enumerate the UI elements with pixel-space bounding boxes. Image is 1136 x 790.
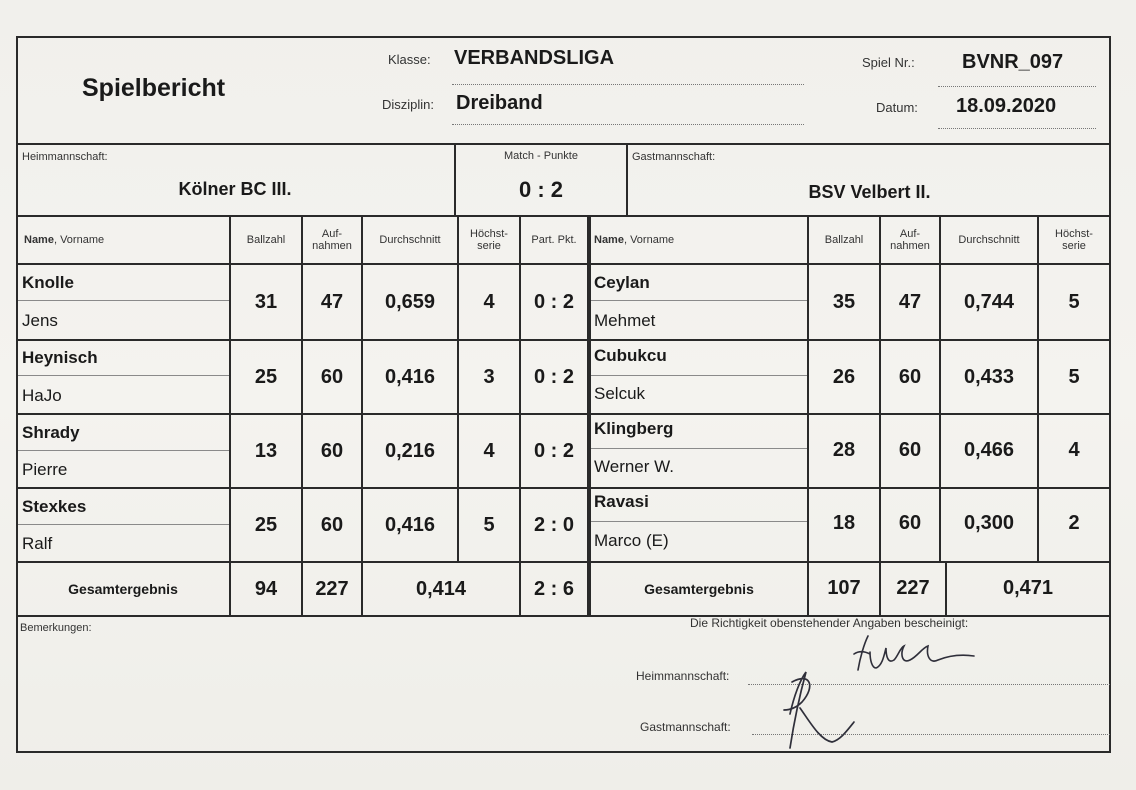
guest-team-name: BSV Velbert II. (808, 181, 931, 202)
home-aufnahmen: 47 (320, 290, 344, 313)
home-player-lastname: Heynisch (22, 348, 98, 367)
home-player-lastname: Shrady (22, 423, 80, 442)
home-aufnahmen: 60 (320, 365, 344, 388)
guest-hoechstserie: 5 (1068, 290, 1080, 313)
name-split-guest (590, 375, 808, 376)
guest-total-durchschnitt: 0,471 (1002, 576, 1054, 599)
home-team-label: Heimmannschaft: (22, 151, 108, 163)
guest-hoechstserie: 5 (1068, 365, 1080, 388)
col-name-rest: , Vorname (53, 234, 105, 246)
col-hoechst-guest (1038, 217, 1110, 263)
col-durchschnitt-guest: Durchschnitt (958, 234, 1020, 246)
guest-signature-label: Gastmannschaft: (640, 720, 731, 734)
total-partie-points: 2 : 6 (533, 577, 575, 600)
match-points-score: 0 : 2 (518, 177, 564, 202)
home-team-name: Kölner BC III. (178, 178, 292, 199)
guest-player-firstname: Selcuk (594, 384, 646, 403)
guest-durchschnitt: 0,433 (963, 365, 1015, 388)
name-split (18, 450, 230, 451)
home-signature-icon (840, 630, 1000, 682)
col-name-home (24, 234, 104, 246)
name-split-guest (590, 521, 808, 522)
guest-total-aufnahmen: 227 (896, 576, 930, 599)
guest-ballzahl: 28 (832, 438, 856, 461)
home-aufnahmen: 60 (320, 439, 344, 462)
col-hoechst-2: serie (477, 240, 501, 252)
disziplin-label: Disziplin: (382, 97, 435, 112)
grid-v-12 (1037, 215, 1039, 563)
klasse-label: Klasse: (388, 52, 431, 67)
home-durchschnitt: 0,416 (384, 513, 436, 536)
grid-v-8 (807, 215, 809, 617)
home-ballzahl: 13 (254, 439, 278, 462)
header-divider (16, 143, 1111, 145)
home-total-ballzahl: 94 (254, 577, 278, 600)
guest-team-label: Gastmannschaft: (632, 151, 716, 163)
partie-points: 2 : 0 (533, 513, 575, 536)
grid-v-5 (519, 215, 521, 617)
match-points-label: Match - Punkte (504, 150, 578, 162)
guest-player-lastname: Ceylan (594, 273, 650, 292)
disziplin-line (452, 124, 804, 125)
klasse-value: VERBANDSLIGA (454, 47, 615, 69)
home-hoechstserie: 3 (483, 365, 495, 388)
home-player-firstname: Pierre (22, 460, 68, 479)
klasse-line (452, 84, 804, 85)
col-name-bold: Name (24, 234, 54, 246)
col-ballzahl-home: Ballzahl (246, 234, 286, 246)
col-aufnahmen-guest (880, 217, 940, 263)
col-hoechst-home (458, 217, 520, 263)
guest-player-firstname: Mehmet (594, 311, 656, 330)
home-hoechstserie: 5 (483, 513, 495, 536)
col-ballzahl-guest: Ballzahl (824, 234, 864, 246)
guest-total-label: Gesamtergebnis (644, 581, 754, 597)
grid-v-7 (589, 215, 591, 617)
home-player-lastname: Stexkes (22, 497, 87, 516)
col-hoechst-1-guest: Höchst- (1055, 228, 1093, 240)
col-hoechst-2-guest: serie (1062, 240, 1086, 252)
remarks-label: Bemerkungen: (20, 622, 92, 634)
guest-aufnahmen: 60 (898, 438, 922, 461)
guest-ballzahl: 35 (832, 290, 856, 313)
guest-aufnahmen: 60 (898, 365, 922, 388)
datum-value: 18.09.2020 (956, 95, 1057, 117)
col-partie: Part. Pkt. (531, 234, 577, 246)
name-split-guest (590, 300, 808, 301)
home-player-lastname: Knolle (22, 273, 74, 292)
spiel-line (938, 86, 1096, 87)
home-player-firstname: Ralf (22, 534, 53, 553)
grid-v-9 (879, 215, 881, 617)
col-aufnahmen-1-guest: Auf- (899, 228, 921, 240)
name-split (18, 375, 230, 376)
partie-points: 0 : 2 (533, 439, 575, 462)
home-total-aufnahmen: 227 (315, 577, 349, 600)
name-split (18, 300, 230, 301)
datum-label: Datum: (876, 100, 918, 115)
col-aufnahmen-2: nahmen (312, 240, 352, 252)
col-aufnahmen-1: Auf- (321, 228, 343, 240)
grid-v-4 (457, 215, 459, 563)
home-hoechstserie: 4 (483, 439, 495, 462)
guest-durchschnitt: 0,744 (963, 290, 1015, 313)
guest-aufnahmen: 60 (898, 511, 922, 534)
guest-player-lastname: Klingberg (594, 419, 674, 438)
col-hoechst-1: Höchst- (470, 228, 508, 240)
home-player-firstname: Jens (22, 311, 58, 330)
home-ballzahl: 31 (254, 290, 278, 313)
home-durchschnitt: 0,659 (384, 290, 436, 313)
col-name-bold-guest: Name (594, 234, 624, 246)
col-name-guest (594, 234, 674, 246)
home-aufnahmen: 60 (320, 513, 344, 536)
spiel-value: BVNR_097 (962, 51, 1064, 73)
col-aufnahmen-home (302, 217, 362, 263)
home-durchschnitt: 0,216 (384, 439, 436, 462)
home-durchschnitt: 0,416 (384, 365, 436, 388)
form-title: Spielbericht (82, 74, 226, 102)
guest-ballzahl: 18 (832, 511, 856, 534)
col-name-rest-guest: , Vorname (623, 234, 675, 246)
name-split-guest (590, 448, 808, 449)
grid-v-10 (939, 215, 941, 563)
home-player-firstname: HaJo (22, 386, 62, 405)
guest-player-lastname: Ravasi (594, 492, 649, 511)
guest-player-firstname: Marco (E) (594, 531, 669, 550)
guest-durchschnitt: 0,466 (963, 438, 1015, 461)
home-signature-label: Heimmannschaft: (636, 669, 730, 683)
guest-player-firstname: Werner W. (594, 457, 674, 476)
grid-v-2 (301, 215, 303, 617)
partie-points: 0 : 2 (533, 290, 575, 313)
certify-text: Die Richtigkeit obenstehender Angaben bescheinigt: (690, 616, 969, 630)
guest-player-lastname: Cubukcu (594, 346, 667, 365)
home-hoechstserie: 4 (483, 290, 495, 313)
home-total-durchschnitt: 0,414 (415, 577, 467, 600)
grid-v-11 (945, 561, 947, 617)
name-split (18, 524, 230, 525)
guest-total-ballzahl: 107 (827, 576, 861, 599)
home-ballzahl: 25 (254, 365, 278, 388)
guest-hoechstserie: 4 (1068, 438, 1080, 461)
home-total-label: Gesamtergebnis (68, 581, 178, 597)
partie-points: 0 : 2 (533, 365, 575, 388)
spiel-label: Spiel Nr.: (862, 55, 915, 70)
guest-durchschnitt: 0,300 (963, 511, 1015, 534)
guest-hoechstserie: 2 (1068, 511, 1080, 534)
home-ballzahl: 25 (254, 513, 278, 536)
col-aufnahmen-2-guest: nahmen (890, 240, 930, 252)
guest-ballzahl: 26 (832, 365, 856, 388)
datum-line (938, 128, 1096, 129)
grid-v-1 (229, 215, 231, 617)
guest-aufnahmen: 47 (898, 290, 922, 313)
guest-signature-icon (750, 662, 860, 752)
col-durchschnitt-home: Durchschnitt (379, 234, 441, 246)
grid-v-3 (361, 215, 363, 617)
disziplin-value: Dreiband (456, 92, 543, 114)
